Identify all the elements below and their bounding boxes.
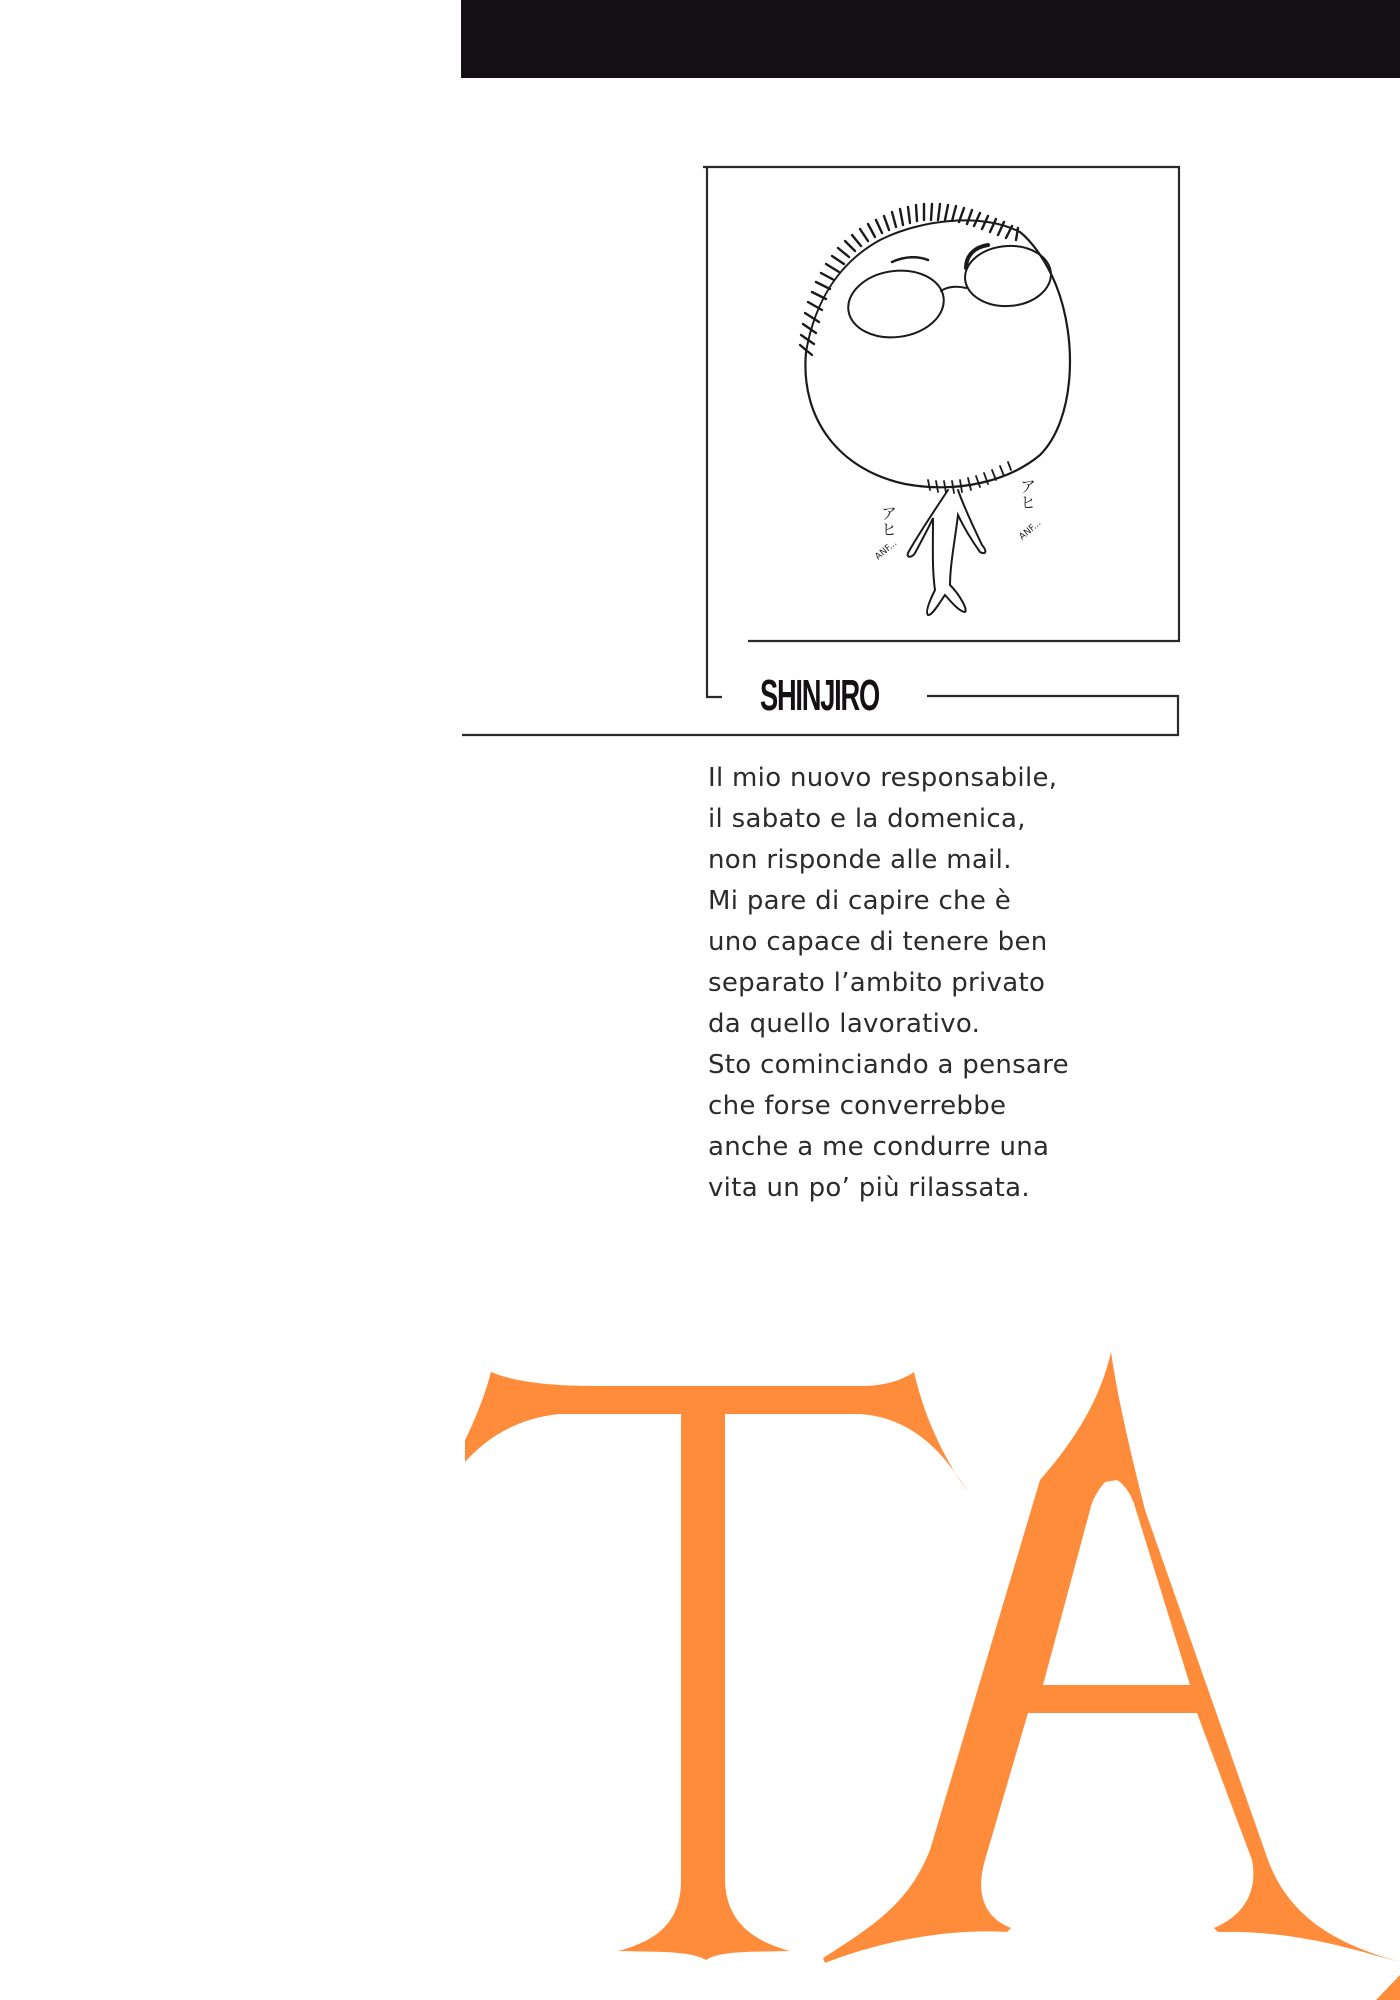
author-portrait-frame — [0, 0, 1400, 760]
comment-line: che forse converrebbe — [708, 1091, 1007, 1121]
comment-line: vita un po’ più rilassata. — [708, 1173, 1030, 1203]
hair-strokes — [800, 204, 1018, 355]
comment-line: anche a me condurre una — [708, 1132, 1050, 1162]
letter-a-glyph — [823, 1352, 1400, 1963]
comment-line: Mi pare di capire che è — [708, 886, 1011, 916]
comment-line: il sabato e la domenica, — [708, 804, 1026, 834]
author-name-caption: SHINJIRO — [760, 671, 879, 720]
comment-line: Il mio nuovo responsabile, — [708, 763, 1058, 793]
caricature-illustration — [800, 204, 1070, 615]
comment-line: uno capace di tenere ben — [708, 927, 1048, 957]
author-comment — [708, 758, 1228, 1209]
sound-effect-romaji-left: ANF... — [873, 538, 900, 563]
comment-line: separato l’ambito privato — [708, 968, 1046, 998]
frame-lines — [462, 167, 1179, 735]
letter-t-glyph — [465, 1372, 968, 1960]
comment-line: Sto cominciando a pensare — [708, 1050, 1069, 1080]
comment-line: non risponde alle mail. — [708, 845, 1012, 875]
sound-effect-romaji-right: ANF... — [1017, 518, 1044, 543]
letter-partial-glyph — [1376, 1975, 1400, 2000]
sound-effect-kana-right: アヒ — [1017, 478, 1037, 510]
sound-effect-kana-left: アヒ — [878, 505, 898, 537]
comment-line: da quello lavorativo. — [708, 1009, 981, 1039]
